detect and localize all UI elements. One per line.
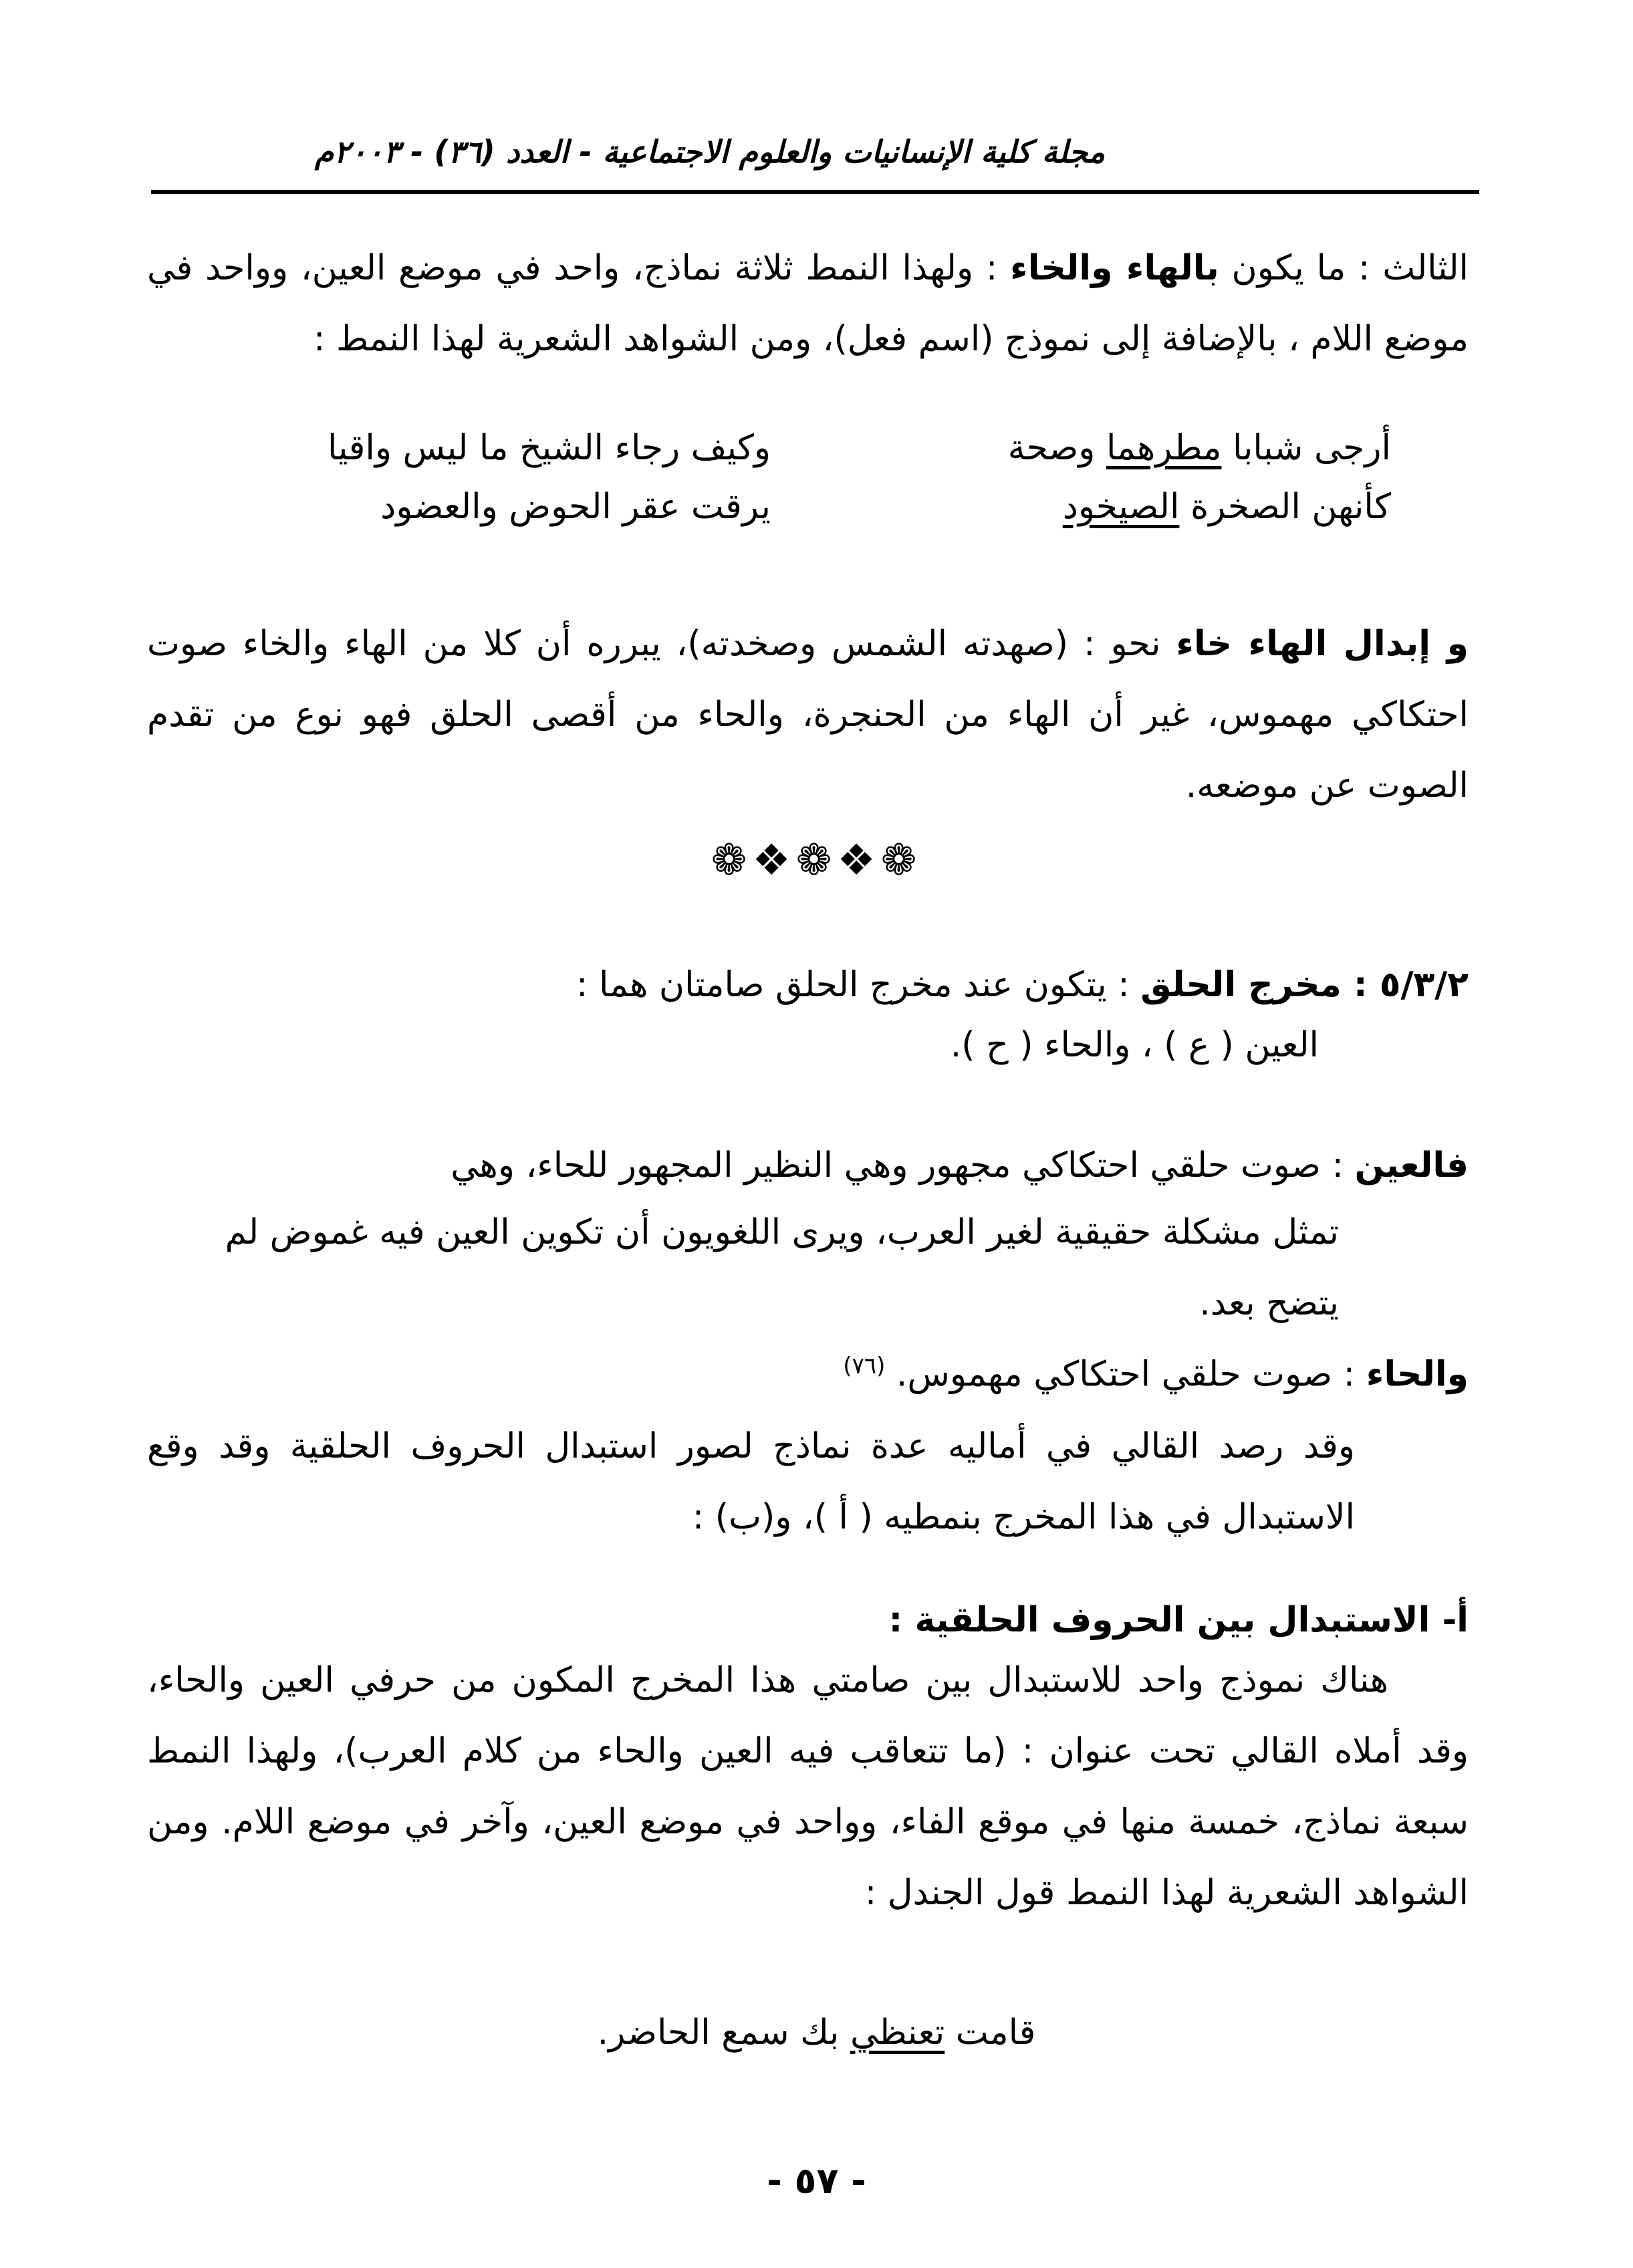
page-number: - ٥٧ - [767, 2160, 866, 2202]
verse-right-2: كأنهن الصخرة الصيخود [1062, 487, 1391, 527]
section-ornament: ❁❖❁❖❁ [711, 836, 922, 885]
section-heading-523: ٥/٣/٢ : مخرج الحلق : يتكون عند مخرج الحلق صامتان هما : [576, 965, 1469, 1005]
verse-left-1: وكيف رجاء الشيخ ما ليس واقيا [328, 428, 771, 468]
paragraph-ibdal: و إبدال الهاء خاء نحو : (صهدته الشمس وصخدته)، يبرره أن كلا من الهاء والخاء صوت احتكاكي مهموس، غير أن الهاء من الحنجرة، والحاء من أقصى الحلق فهو نوع من تقدم الصوت عن موضعه. [147, 624, 1469, 806]
paragraph-alef: هناك نموذج واحد للاستبدال بين صامتي هذا المخرج المكون من حرفي العين والحاء، وقد أملاه القالي تحت عنوان : (ما تتعاقب فيه العين والحاء من كلام العرب)، ولهذا النمط سبعة نماذج، خمسة منها في موقع الفاء، وواحد في موضع العين، وآخر في موضع اللام. ومن الشواهد الشعرية لهذا النمط قول الجندل : [147, 1660, 1469, 1913]
paragraph-qali: وقد رصد القالي في أماليه عدة نماذج لصور استبدال الحروف الحلقية وقد وقع الاستبدال في هذا المخرج بنمطيه ( أ )، و(ب) : [147, 1426, 1355, 1537]
bold-term: بالهاء والخاء [1010, 248, 1219, 288]
header-rule [151, 190, 1479, 194]
subheading-alef: أ- الاستبدال بين الحروف الحلقية : [888, 1600, 1469, 1640]
verse-right-1: أرجى شبابا مطرهما وصحة [1007, 428, 1391, 468]
footnote-ref: (٧٦) [843, 1353, 886, 1379]
verse-left-2: يرقت عقر الحوض والعضود [380, 487, 771, 527]
paragraph-ain-cont: تمثل مشكلة حقيقية لغير العرب، ويرى اللغويون أن تكوين العين فيه غموض لم يتضح بعد. [225, 1212, 1339, 1323]
paragraph-ain: فالعين : صوت حلقي احتكاكي مجهور وهي النظير المجهور للحاء، وهي [451, 1145, 1469, 1185]
running-header: مجلة كلية الإنسانيات والعلوم الاجتماعية - العدد (٣٦) - ٢٠٠٣م [314, 134, 1105, 170]
section-523-line2: العين ( ع ) ، والحاء ( ح ). [950, 1025, 1319, 1065]
paragraph-haa: والحاء : صوت حلقي احتكاكي مهموس. $^{(٧٦)}$ [843, 1353, 1469, 1395]
paragraph-third-pattern: الثالث : ما يكون بالهاء والخاء : ولهذا النمط ثلاثة نماذج، واحد في موضع العين، وواحد في موضع اللام ، بالإضافة إلى نموذج (اسم فعل)، ومن الشواهد الشعرية لهذا النمط : [147, 248, 1469, 359]
final-verse: قامت تعنظي بك سمع الحاضر. [597, 2013, 1036, 2053]
